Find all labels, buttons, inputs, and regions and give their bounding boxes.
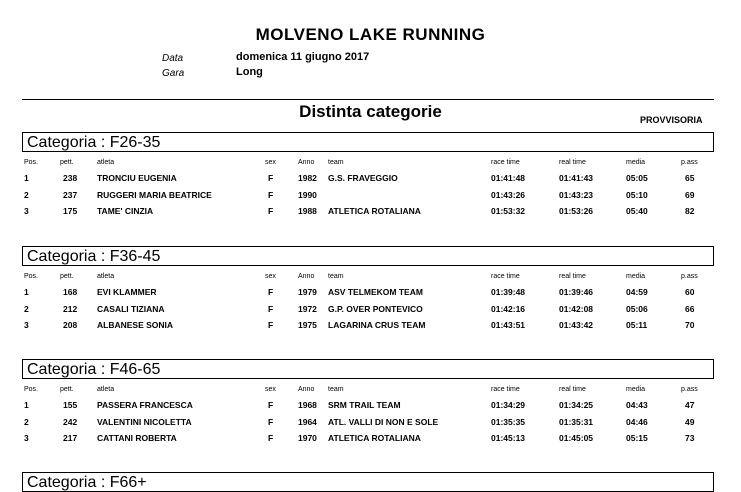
cell-year: 1990 — [298, 189, 317, 200]
page-title: MOLVENO LAKE RUNNING — [255, 25, 486, 44]
cell-pass: 60 — [685, 287, 695, 297]
cell-race-time: 01:39:48 — [491, 287, 526, 297]
cell-pass: 49 — [685, 416, 695, 427]
cell-real-time: 01:35:31 — [559, 416, 594, 427]
table-row — [0, 304, 741, 318]
column-header-sex: sex — [265, 386, 276, 393]
column-header-team: team — [328, 386, 344, 393]
category-title: Categoria : F46-65 — [22, 359, 714, 379]
cell-year: 1970 — [298, 433, 317, 443]
cell-athlete: TRONCIU EUGENIA — [97, 173, 177, 183]
cell-pos: 1 — [24, 173, 29, 183]
column-header-team: team — [328, 159, 344, 166]
cell-pos: 1 — [24, 400, 29, 410]
cell-pass: 70 — [685, 320, 695, 330]
cell-pett: 168 — [63, 287, 78, 297]
cell-athlete: EVI KLAMMER — [97, 287, 157, 297]
column-header-athlete: atleta — [97, 273, 115, 280]
header-divider — [22, 99, 714, 100]
cell-year: 1982 — [298, 173, 317, 183]
cell-team: SRM TRAIL TEAM — [328, 400, 401, 410]
cell-pass: 66 — [685, 303, 695, 314]
column-header-media: media — [626, 273, 646, 280]
cell-pass: 82 — [685, 206, 695, 216]
cell-sex: F — [268, 303, 274, 314]
report-subtitle: Distinta categorie — [299, 102, 442, 121]
column-header-race-time: race time — [491, 273, 520, 280]
cell-pass: 73 — [685, 433, 695, 443]
cell-pett: 237 — [63, 189, 78, 200]
column-header-year: Anno — [298, 159, 315, 166]
column-header-athlete: atleta — [97, 159, 115, 166]
cell-media: 05:06 — [626, 303, 648, 314]
cell-pos: 3 — [24, 433, 29, 443]
date-label: Data — [162, 53, 184, 64]
column-header-pos: Pos. — [24, 159, 39, 166]
cell-pett: 242 — [63, 416, 78, 427]
column-header-race-time: race time — [491, 159, 520, 166]
race-label: Gara — [162, 68, 185, 79]
table-row — [0, 190, 741, 204]
cell-media: 04:43 — [626, 400, 648, 410]
cell-pett: 208 — [63, 320, 78, 330]
cell-pos: 2 — [24, 303, 29, 314]
table-row — [0, 287, 741, 301]
table-row — [0, 400, 741, 414]
cell-pos: 3 — [24, 206, 29, 216]
cell-sex: F — [268, 206, 274, 216]
cell-pett: 217 — [63, 433, 78, 443]
cell-athlete: CATTANI ROBERTA — [97, 433, 177, 443]
column-header-race-time: race time — [491, 386, 520, 393]
cell-athlete: TAME' CINZIA — [97, 206, 154, 216]
column-header-pass: p.ass — [681, 386, 698, 393]
category-title: Categoria : F66+ — [22, 472, 714, 492]
cell-race-time: 01:43:26 — [491, 189, 526, 200]
cell-team: LAGARINA CRUS TEAM — [328, 320, 426, 330]
cell-media: 05:40 — [626, 206, 648, 216]
cell-real-time: 01:39:46 — [559, 287, 594, 297]
column-header-pass: p.ass — [681, 159, 698, 166]
cell-pos: 2 — [24, 189, 29, 200]
cell-real-time: 01:41:43 — [559, 173, 594, 183]
column-header-media: media — [626, 159, 646, 166]
race-value: Long — [236, 66, 263, 78]
cell-pos: 1 — [24, 287, 29, 297]
cell-race-time: 01:42:16 — [491, 303, 526, 314]
cell-year: 1988 — [298, 206, 317, 216]
column-header-row — [0, 159, 741, 173]
column-header-team: team — [328, 273, 344, 280]
cell-year: 1975 — [298, 320, 317, 330]
cell-pett: 238 — [63, 173, 78, 183]
cell-year: 1979 — [298, 287, 317, 297]
cell-team: G.P. OVER PONTEVICO — [328, 303, 423, 314]
cell-athlete: ALBANESE SONIA — [97, 320, 174, 330]
cell-athlete: VALENTINI NICOLETTA — [97, 416, 192, 427]
cell-athlete: CASALI TIZIANA — [97, 303, 165, 314]
table-row — [0, 417, 741, 431]
cell-sex: F — [268, 287, 274, 297]
cell-sex: F — [268, 416, 274, 427]
cell-year: 1964 — [298, 416, 317, 427]
cell-athlete: PASSERA FRANCESCA — [97, 400, 193, 410]
cell-real-time: 01:53:26 — [559, 206, 594, 216]
cell-pett: 155 — [63, 400, 78, 410]
column-header-pett: pett. — [60, 273, 74, 280]
column-header-sex: sex — [265, 159, 276, 166]
cell-sex: F — [268, 320, 274, 330]
cell-sex: F — [268, 433, 274, 443]
cell-media: 04:59 — [626, 287, 648, 297]
column-header-pos: Pos. — [24, 386, 39, 393]
table-row — [0, 173, 741, 187]
cell-pett: 212 — [63, 303, 78, 314]
cell-race-time: 01:41:48 — [491, 173, 526, 183]
cell-real-time: 01:43:23 — [559, 189, 594, 200]
cell-year: 1968 — [298, 400, 317, 410]
cell-team: G.S. FRAVEGGIO — [328, 173, 398, 183]
cell-team: ATLETICA ROTALIANA — [328, 433, 421, 443]
column-header-real-time: real time — [559, 159, 586, 166]
column-header-pass: p.ass — [681, 273, 698, 280]
column-header-sex: sex — [265, 273, 276, 280]
cell-media: 05:10 — [626, 189, 648, 200]
cell-race-time: 01:34:29 — [491, 400, 526, 410]
column-header-row — [0, 386, 741, 400]
table-row — [0, 433, 741, 447]
category-title: Categoria : F26-35 — [22, 132, 714, 152]
cell-race-time: 01:45:13 — [491, 433, 526, 443]
cell-sex: F — [268, 173, 274, 183]
cell-real-time: 01:45:05 — [559, 433, 594, 443]
column-header-pett: pett. — [60, 386, 74, 393]
cell-race-time: 01:53:32 — [491, 206, 526, 216]
column-header-pett: pett. — [60, 159, 74, 166]
column-header-athlete: atleta — [97, 386, 115, 393]
cell-pass: 47 — [685, 400, 695, 410]
date-value: domenica 11 giugno 2017 — [236, 51, 370, 63]
column-header-year: Anno — [298, 273, 315, 280]
cell-pett: 175 — [63, 206, 78, 216]
status-label: PROVVISORIA — [640, 115, 703, 125]
cell-athlete: RUGGERI MARIA BEATRICE — [97, 189, 212, 200]
cell-media: 05:15 — [626, 433, 648, 443]
column-header-real-time: real time — [559, 273, 586, 280]
cell-pos: 3 — [24, 320, 29, 330]
cell-team: ATL. VALLI DI NON E SOLE — [328, 416, 439, 427]
category-title: Categoria : F36-45 — [22, 246, 714, 266]
column-header-real-time: real time — [559, 386, 586, 393]
column-header-row — [0, 273, 741, 287]
cell-year: 1972 — [298, 303, 317, 314]
cell-media: 04:46 — [626, 416, 648, 427]
cell-pass: 69 — [685, 189, 695, 200]
cell-sex: F — [268, 189, 274, 200]
cell-race-time: 01:35:35 — [491, 416, 526, 427]
cell-team: ATLETICA ROTALIANA — [328, 206, 421, 216]
cell-media: 05:05 — [626, 173, 648, 183]
cell-race-time: 01:43:51 — [491, 320, 526, 330]
table-row — [0, 206, 741, 220]
cell-sex: F — [268, 400, 274, 410]
column-header-media: media — [626, 386, 646, 393]
column-header-pos: Pos. — [24, 273, 39, 280]
cell-pos: 2 — [24, 416, 29, 427]
cell-real-time: 01:42:08 — [559, 303, 594, 314]
cell-real-time: 01:34:25 — [559, 400, 594, 410]
cell-team: ASV TELMEKOM TEAM — [328, 287, 423, 297]
cell-media: 05:11 — [626, 320, 648, 330]
cell-pass: 65 — [685, 173, 695, 183]
column-header-year: Anno — [298, 386, 315, 393]
cell-real-time: 01:43:42 — [559, 320, 594, 330]
table-row — [0, 320, 741, 334]
